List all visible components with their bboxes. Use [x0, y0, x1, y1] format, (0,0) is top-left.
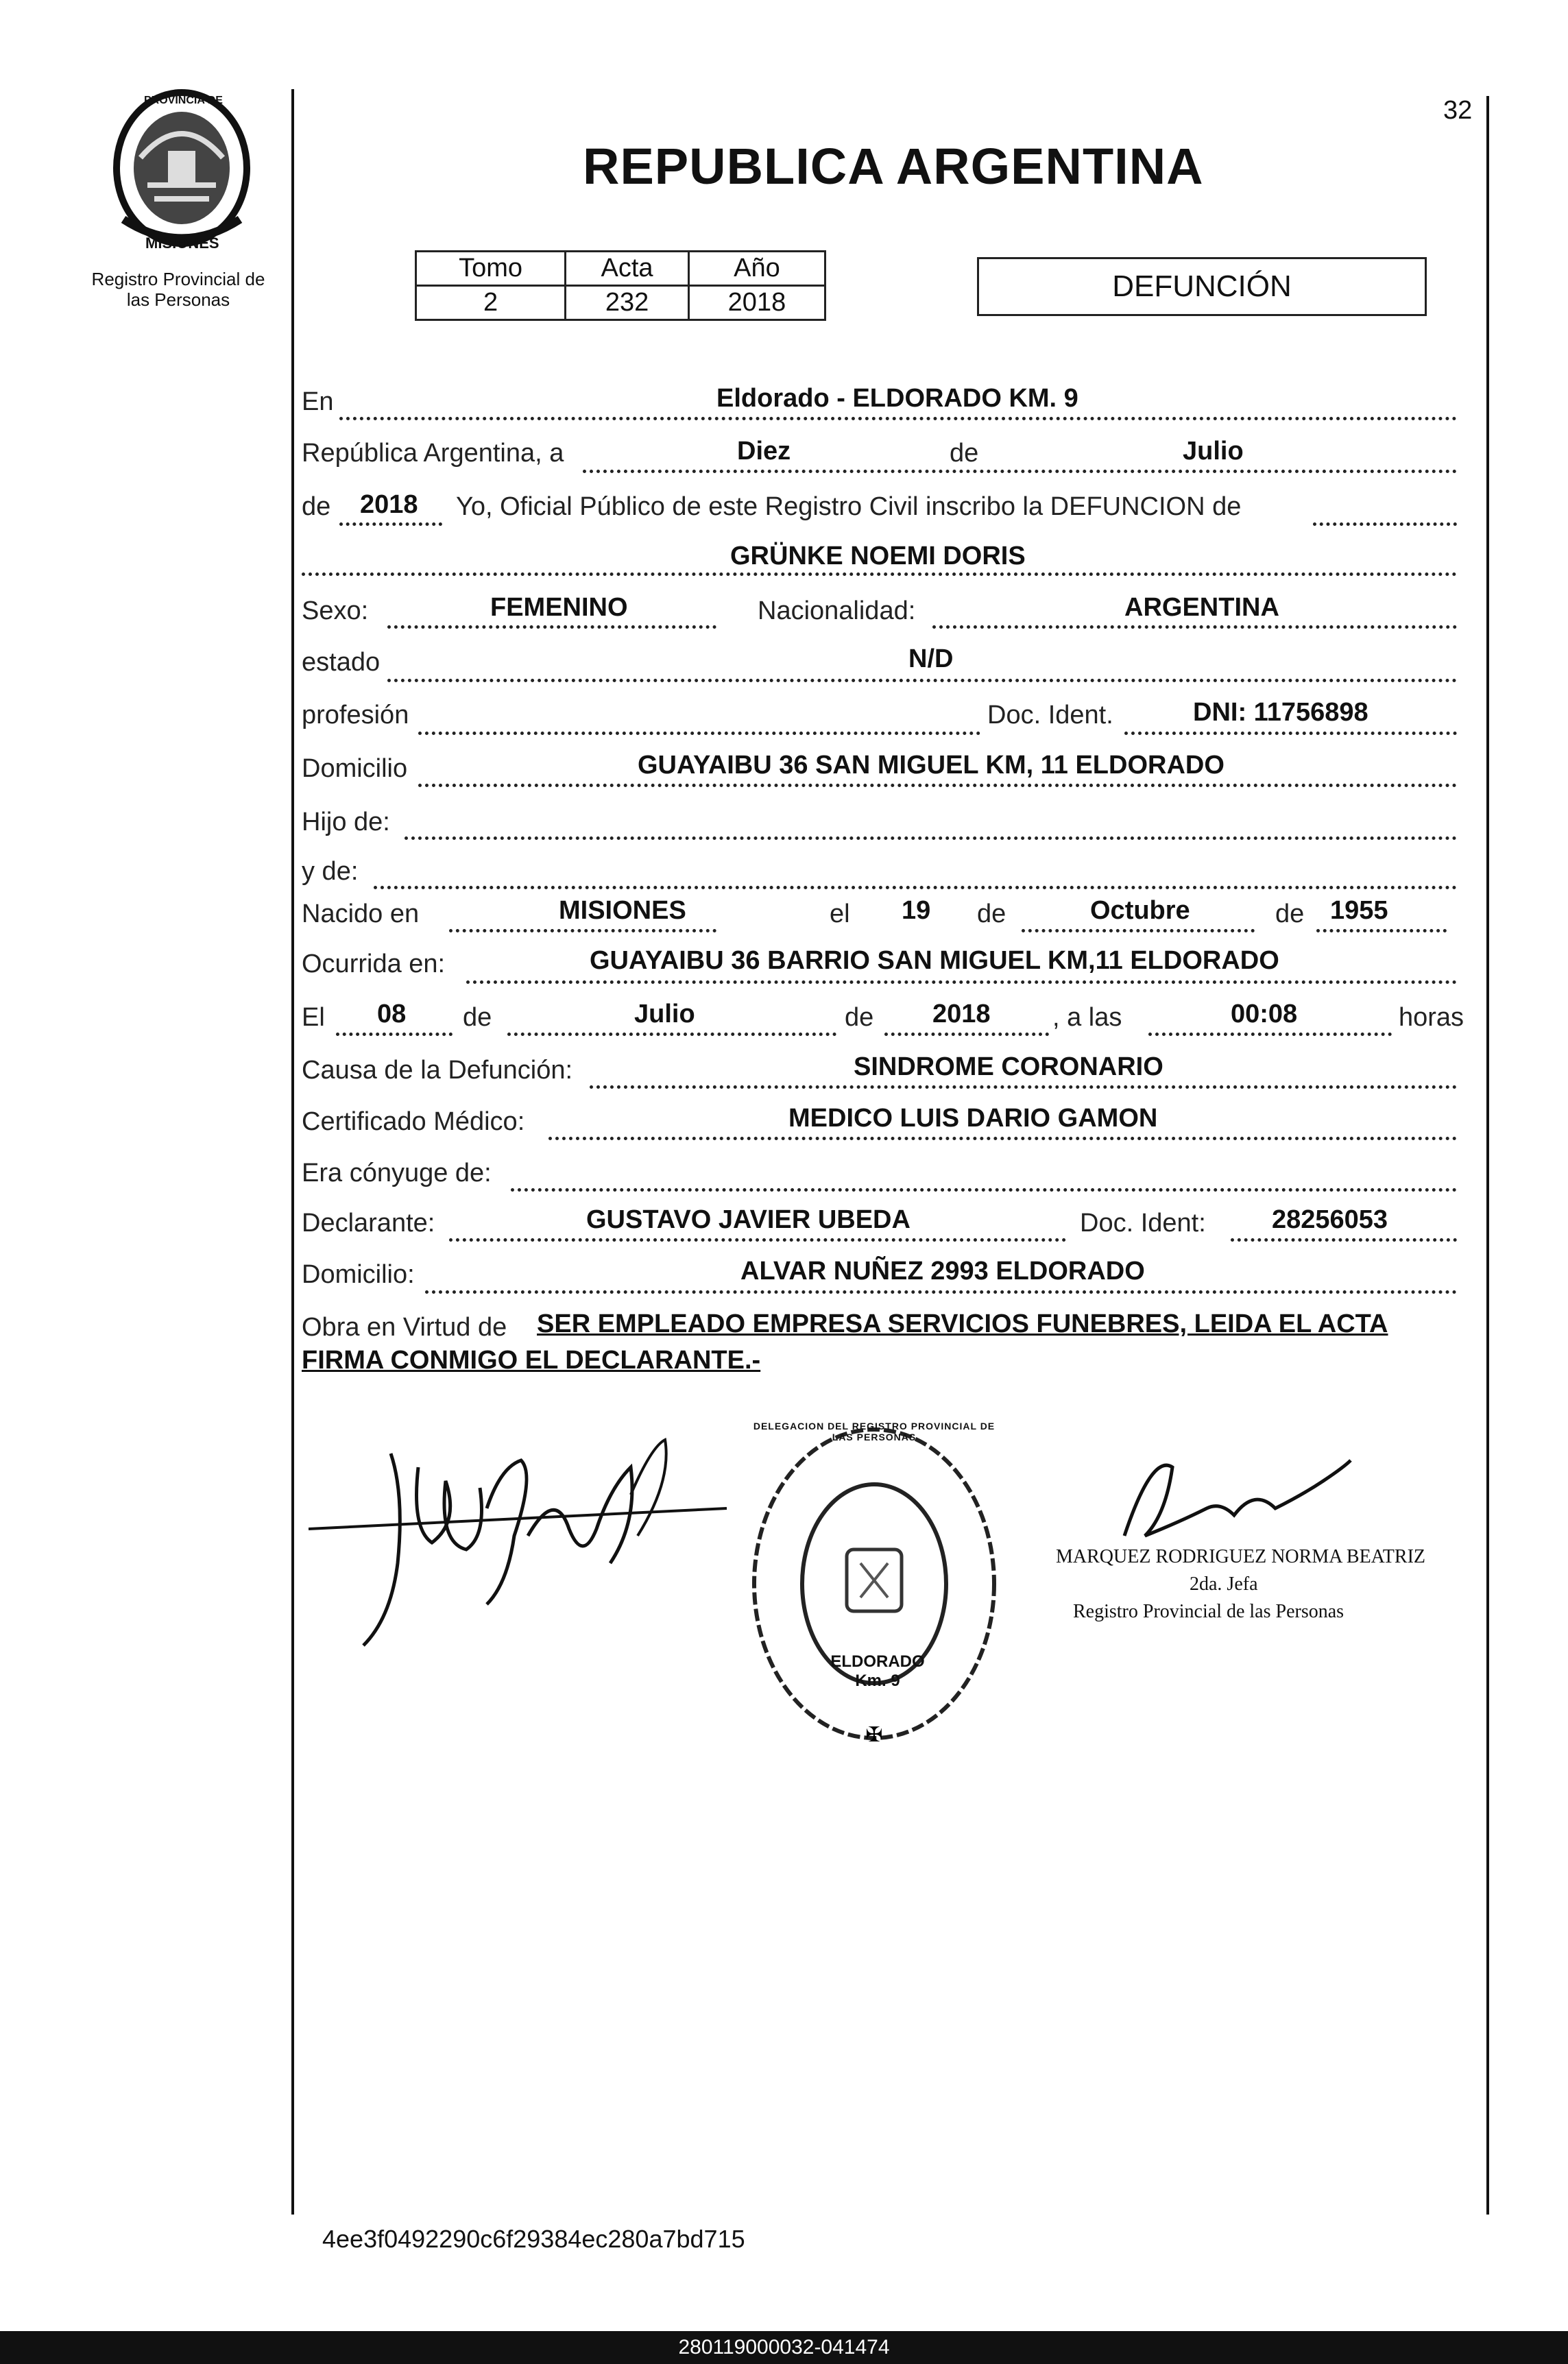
de6-label: de: [845, 1003, 874, 1032]
sexo-label: Sexo:: [302, 596, 369, 625]
anio-header: Año: [688, 252, 825, 286]
sexo-line: [387, 625, 716, 629]
acta-header: Acta: [566, 252, 689, 286]
org-name: [69, 269, 288, 310]
org-name-line-2: las Personas: [126, 289, 230, 310]
fallec-mes-line: [507, 1033, 836, 1036]
province-emblem: [103, 82, 261, 261]
domicilio2-label: Domicilio:: [302, 1260, 415, 1289]
anio-line: [339, 522, 442, 526]
page-number: 32: [1443, 96, 1473, 125]
nacido-lugar-value: MISIONES: [559, 896, 686, 925]
fallec-anio-line: [884, 1033, 1049, 1036]
tomo-value: 2: [416, 286, 566, 320]
hora-line: [1148, 1033, 1392, 1036]
alas-label: , a las: [1052, 1003, 1122, 1032]
profesion-line: [418, 732, 980, 735]
fallec-mes-value: Julio: [634, 1000, 695, 1028]
causa-value: SINDROME CORONARIO: [854, 1052, 1163, 1081]
org-name-line-1: Registro Provincial de: [91, 269, 265, 289]
nacido-dia-value: 19: [902, 896, 931, 925]
estado-label: estado: [302, 648, 381, 677]
estado-line: [387, 679, 1457, 682]
nombre-line: [302, 572, 1457, 576]
svg-text:✠: ✠: [865, 1724, 883, 1746]
doc-line: [1124, 732, 1457, 735]
delegacion-stamp-icon: [744, 1419, 1004, 1748]
fallec-anio-value: 2018: [932, 1000, 991, 1028]
nacionalidad-value: ARGENTINA: [1124, 593, 1279, 622]
seal-inner-text: ELDORADO Km. 9: [830, 1652, 925, 1690]
official-signature: [1097, 1447, 1371, 1556]
yde-label: y de:: [302, 857, 359, 886]
nacido-mes-line: [1022, 929, 1255, 932]
right-border: [1486, 96, 1489, 2215]
sexo-value: FEMENINO: [490, 593, 628, 622]
domicilio-label: Domicilio: [302, 754, 408, 783]
fallec-dia-value: 08: [377, 1000, 407, 1028]
ocurrida-value: GUAYAIBU 36 BARRIO SAN MIGUEL KM,11 ELDORADO: [590, 946, 1279, 975]
en-label: En: [302, 387, 334, 416]
causa-line: [590, 1085, 1457, 1089]
declarante-value: GUSTAVO JAVIER UBEDA: [586, 1205, 910, 1234]
emblem-top-text: PROVINCIA DE: [144, 95, 223, 106]
doc-value: DNI: 11756898: [1193, 698, 1368, 727]
official-office: Registro Provincial de las Personas: [1073, 1601, 1344, 1622]
inscribo-line: [1313, 522, 1457, 526]
doc2-label: Doc. Ident:: [1080, 1209, 1206, 1238]
cert-value: MEDICO LUIS DARIO GAMON: [788, 1104, 1158, 1133]
declarante-line: [449, 1238, 1066, 1242]
conyuge-line: [511, 1188, 1457, 1192]
conyuge-label: Era cónyuge de:: [302, 1159, 492, 1187]
reference-table: [415, 250, 826, 321]
de3-label: de: [977, 900, 1006, 928]
official-role: 2da. Jefa: [1190, 1573, 1258, 1595]
de4-label: de: [1275, 900, 1305, 928]
doc-type-box: [977, 257, 1427, 316]
hijo-label: Hijo de:: [302, 808, 390, 836]
domicilio-line: [418, 784, 1457, 787]
doc-label: Doc. Ident.: [987, 701, 1113, 729]
anio-value: 2018: [360, 490, 418, 519]
hora-value: 00:08: [1231, 1000, 1298, 1028]
barcode-number: 280119000032-041474: [678, 2336, 890, 2359]
republica-label: República Argentina, a: [302, 439, 564, 468]
domicilio2-value: ALVAR NUÑEZ 2993 ELDORADO: [740, 1257, 1145, 1286]
seal-ring-text: DELEGACION DEL REGISTRO PROVINCIAL DE LAS PERSONAS: [753, 1421, 996, 1443]
ocurrida-line: [466, 980, 1457, 984]
left-border: [291, 89, 294, 2215]
official-name: MARQUEZ RODRIGUEZ NORMA BEATRIZ: [1056, 1546, 1425, 1567]
en-line: [339, 417, 1457, 420]
mes-value: Julio: [1183, 437, 1244, 466]
nacido-anio-value: 1955: [1330, 896, 1388, 925]
nacido-lugar-line: [449, 929, 716, 932]
causa-label: Causa de la Defunción:: [302, 1056, 573, 1085]
document-title: REPUBLICA ARGENTINA: [583, 138, 1204, 195]
doc2-line: [1231, 1238, 1457, 1242]
de-label: de: [950, 439, 979, 468]
acta-value: 232: [566, 286, 689, 320]
nombre-value: GRÜNKE NOEMI DORIS: [730, 542, 1026, 570]
declarant-signature: [309, 1426, 775, 1659]
nacionalidad-line: [932, 625, 1457, 629]
tomo-header: Tomo: [416, 252, 566, 286]
nacionalidad-label: Nacionalidad:: [758, 596, 916, 625]
doc-type: DEFUNCIÓN: [1112, 269, 1292, 303]
el-label: el: [830, 900, 850, 928]
obra-line-2: FIRMA CONMIGO EL DECLARANTE.-: [302, 1346, 761, 1375]
de5-label: de: [463, 1003, 492, 1032]
horas-label: horas: [1399, 1003, 1464, 1032]
cert-label: Certificado Médico:: [302, 1107, 525, 1136]
declarante-label: Declarante:: [302, 1209, 435, 1238]
nacido-label: Nacido en: [302, 900, 420, 928]
obra-line-1: SER EMPLEADO EMPRESA SERVICIOS FUNEBRES, LEIDA EL ACTA: [537, 1310, 1388, 1338]
document-hash: 4ee3f0492290c6f29384ec280a7bd715: [322, 2225, 745, 2253]
republica-line: [583, 470, 1457, 473]
nacido-anio-line: [1316, 929, 1447, 932]
inscribo-text: Yo, Oficial Público de este Registro Civil inscribo la DEFUNCION de: [456, 492, 1242, 521]
nacido-mes-value: Octubre: [1090, 896, 1190, 925]
domicilio2-line: [425, 1290, 1457, 1294]
doc2-value: 28256053: [1272, 1205, 1388, 1234]
domicilio-value: GUAYAIBU 36 SAN MIGUEL KM, 11 ELDORADO: [638, 751, 1225, 780]
hijo-line: [405, 836, 1457, 840]
dia-value: Diez: [737, 437, 791, 466]
ocurrida-label: Ocurrida en:: [302, 950, 446, 978]
en-value: Eldorado - ELDORADO KM. 9: [716, 384, 1078, 413]
cert-line: [548, 1137, 1457, 1140]
emblem-bottom-text: MISIONES: [145, 234, 219, 252]
profesion-label: profesión: [302, 701, 409, 729]
anio-value: 2018: [688, 286, 825, 320]
estado-value: N/D: [908, 644, 954, 673]
yde-line: [374, 886, 1457, 889]
misiones-coat-of-arms-icon: [103, 82, 261, 261]
obra-label: Obra en Virtud de: [302, 1313, 507, 1342]
official-seal: [744, 1419, 1004, 1748]
el2-label: El: [302, 1003, 325, 1032]
de2-label: de: [302, 492, 331, 521]
barcode-bar: [0, 2331, 1568, 2364]
fallec-dia-line: [336, 1033, 453, 1036]
